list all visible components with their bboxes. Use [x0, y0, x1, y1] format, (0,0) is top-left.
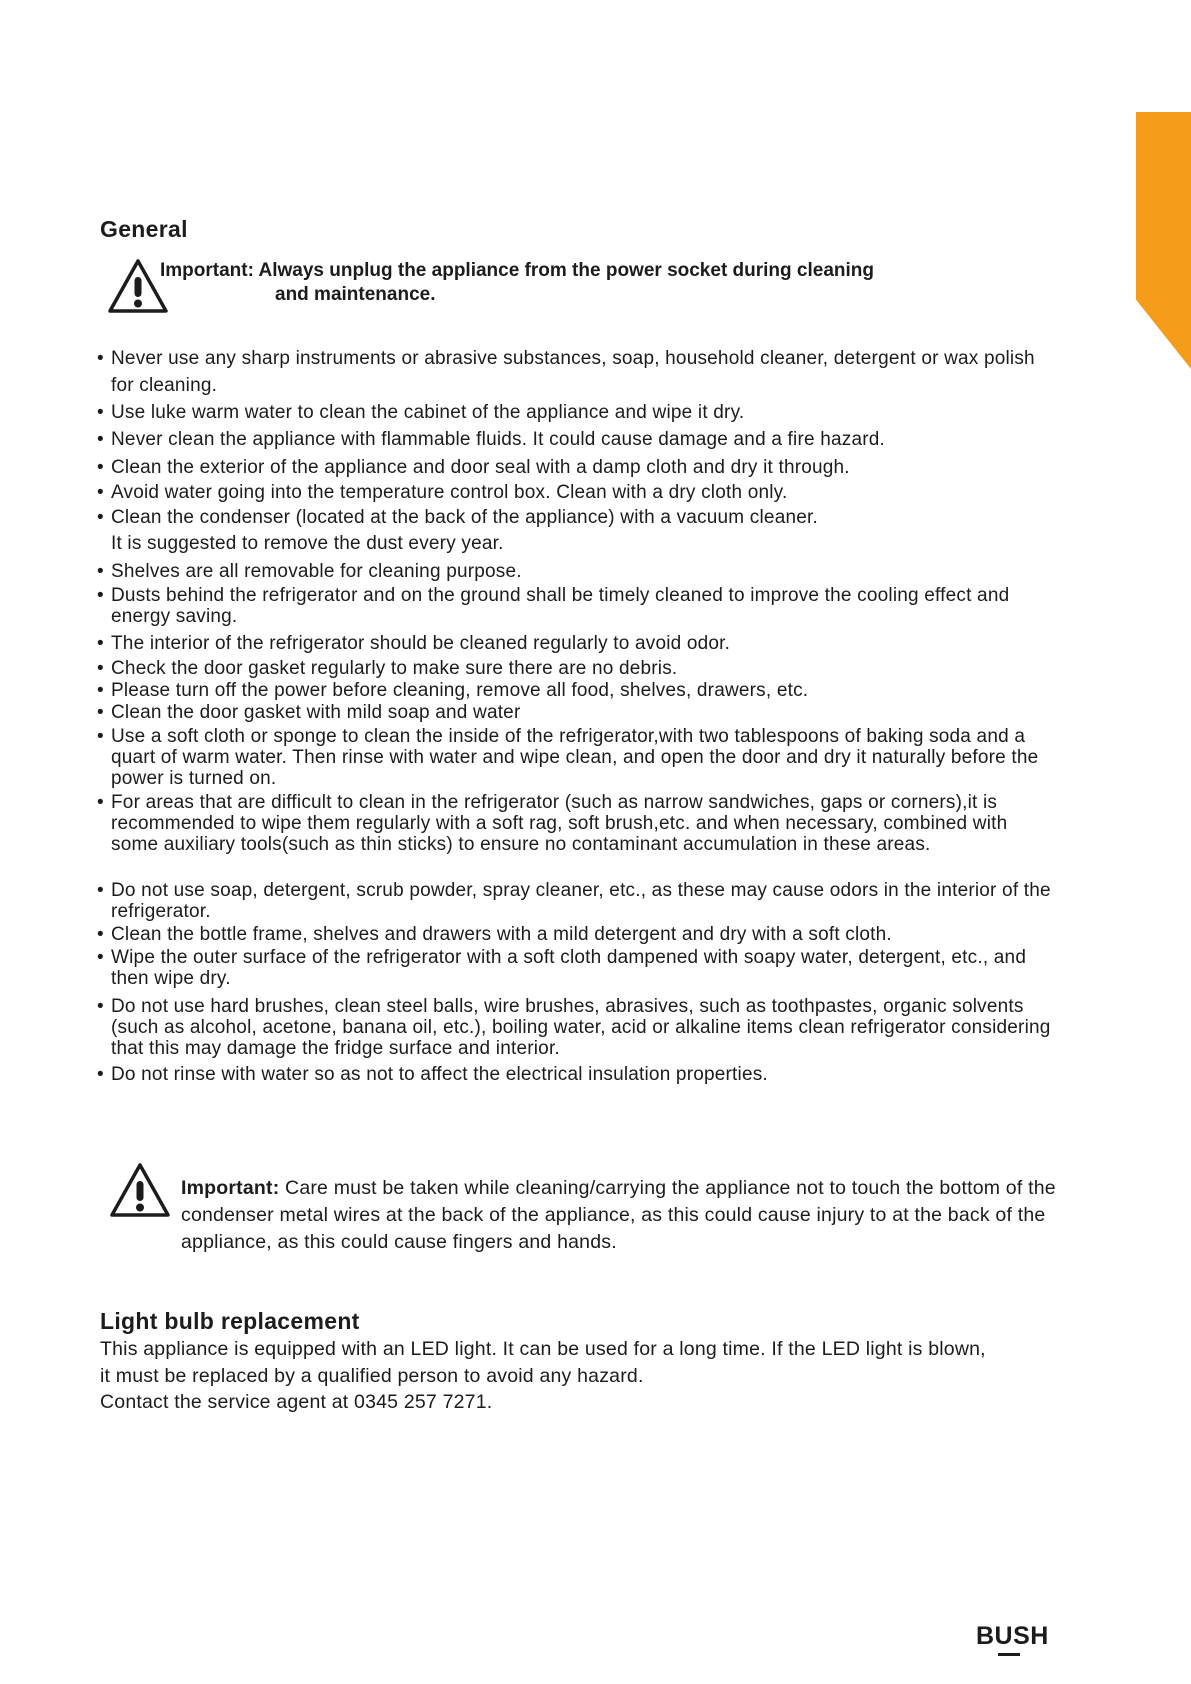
- warning-triangle-icon: [108, 1161, 172, 1219]
- list-item: • Please turn off the power before cleaning, remove all food, shelves, drawers, etc.: [97, 680, 809, 701]
- list-item: • Do not rinse with water so as not to affect the electrical insulation properties.: [97, 1064, 768, 1085]
- bush-logo: BUSH: [976, 1622, 1049, 1651]
- orange-corner-tab: [1136, 112, 1191, 369]
- list-item: • Clean the bottle frame, shelves and drawers with a mild detergent and dry with a soft cloth.: [97, 924, 892, 945]
- list-item: • Never use any sharp instruments or abrasive substances, soap, household cleaner, detergent or wax polish for cleaning.: [97, 348, 1035, 396]
- list-item: • Do not use hard brushes, clean steel balls, wire brushes, abrasives, such as toothpastes, organic solvents (such as alcohol, acetone, banana oil, etc.), boiling water, acid or alkaline items clean refrigerator considering that this may damage the fridge surface and interior.: [97, 996, 1051, 1059]
- service-contact-line: Contact the service agent at 0345 257 7271.: [100, 1391, 493, 1413]
- light-bulb-heading: Light bulb replacement: [100, 1308, 360, 1334]
- light-bulb-text-line: it must be replaced by a qualified person to avoid any hazard.: [100, 1364, 644, 1387]
- warning-text-continued: and maintenance.: [275, 284, 436, 305]
- list-item: • Wipe the outer surface of the refrigerator with a soft cloth dampened with soapy water, detergent, etc., and then wipe dry.: [97, 947, 1027, 989]
- light-bulb-paragraph: [100, 1336, 1110, 1416]
- list-item: • The interior of the refrigerator should be cleaned regularly to avoid odor.: [97, 633, 731, 654]
- list-item: It is suggested to remove the dust every year.: [111, 533, 504, 554]
- list-item: • For areas that are difficult to clean in the refrigerator (such as narrow sandwiches, gaps or corners),it is recommended to wipe them regularly with a soft rag, soft brush,etc. and when necessary, combined with some auxiliary tools(such as thin sticks) to ensure no contaminant accumulation in these areas.: [97, 792, 1008, 855]
- light-bulb-text-line: This appliance is equipped with an LED light. It can be used for a long time. If the LED light is blown,: [100, 1338, 986, 1360]
- list-item: • Avoid water going into the temperature control box. Clean with a dry cloth only.: [97, 482, 788, 503]
- list-item: • Shelves are all removable for cleaning purpose.: [97, 561, 522, 582]
- list-item: • Never clean the appliance with flammable fluids. It could cause damage and a fire hazard.: [97, 429, 886, 450]
- list-item: • Do not use soap, detergent, scrub powder, spray cleaner, etc., as these may cause odors in the interior of the refrigerator.: [97, 880, 1051, 922]
- list-item: • Clean the exterior of the appliance and door seal with a damp cloth and dry it through.: [97, 457, 850, 478]
- warning-text: Always unplug the appliance from the power socket during cleaning: [258, 260, 875, 281]
- important-condenser-warning: [181, 1175, 1111, 1256]
- general-heading: General: [100, 216, 188, 242]
- logo-underline: [998, 1653, 1020, 1656]
- important-label: Important:: [160, 260, 254, 281]
- list-item: • Clean the door gasket with mild soap and water: [97, 702, 521, 723]
- list-item: • Use a soft cloth or sponge to clean the inside of the refrigerator,with two tablespoons of baking soda and a quart of warm water. Then rinse with water and wipe clean, and open the door and dry it naturally before the power is turned on.: [97, 726, 1039, 789]
- warning-text: Care must be taken while cleaning/carrying the appliance not to touch the bottom of the condenser metal wires at the back of the appliance, as this could cause injury to at the back of the appliance, as this could cause fingers and hands.: [181, 1177, 1056, 1253]
- list-item: • Check the door gasket regularly to make sure there are no debris.: [97, 658, 678, 679]
- important-label: Important:: [181, 1177, 280, 1199]
- list-item: • Use luke warm water to clean the cabinet of the appliance and wipe it dry.: [97, 402, 745, 423]
- list-item: • Dusts behind the refrigerator and on the ground shall be timely cleaned to improve the cooling effect and energy saving.: [97, 585, 1010, 627]
- list-item: • Clean the condenser (located at the back of the appliance) with a vacuum cleaner.: [97, 507, 818, 528]
- important-unplug-warning: [160, 259, 1000, 307]
